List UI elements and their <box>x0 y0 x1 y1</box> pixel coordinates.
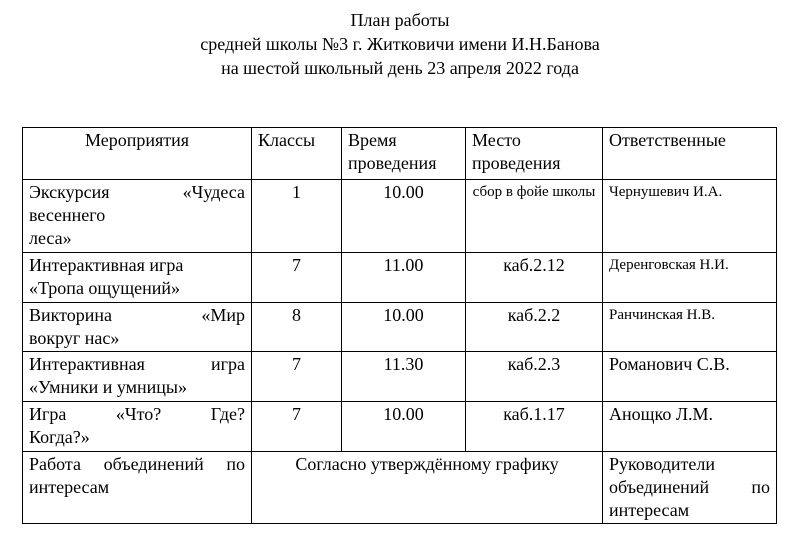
responsible-cell: Романович С.В. <box>603 352 777 402</box>
place-cell: каб.1.17 <box>466 402 603 452</box>
time-cell: 10.00 <box>342 402 466 452</box>
title-line-3: на шестой школьный день 23 апреля 2022 года <box>221 58 579 78</box>
classes-cell: 1 <box>252 180 342 253</box>
responsible-text: объединений по <box>609 477 770 497</box>
event-cell <box>23 253 252 303</box>
responsible-text: Руководители <box>609 454 715 474</box>
event-text: леса» <box>29 228 72 248</box>
classes-cell: 7 <box>252 402 342 452</box>
event-cell <box>23 452 252 524</box>
table-row <box>23 303 777 352</box>
title-line-1: План работы <box>350 10 450 30</box>
header-place: Место проведения <box>466 128 603 180</box>
header-responsible: Ответственные <box>603 128 777 180</box>
event-cell <box>23 180 252 253</box>
event-text: Интерактивная игра <box>29 354 245 374</box>
plan-table <box>22 127 777 524</box>
event-cell <box>23 402 252 452</box>
table-row <box>23 253 777 303</box>
place-cell: каб.2.3 <box>466 352 603 402</box>
responsible-cell: Деренговская Н.И. <box>603 253 777 303</box>
responsible-cell: Анощко Л.М. <box>603 402 777 452</box>
event-text: «Умники и умницы» <box>29 377 187 397</box>
event-text: «Тропа ощущений» <box>29 278 181 298</box>
responsible-text: интересам <box>609 500 690 520</box>
table-row <box>23 452 777 524</box>
header-classes: Классы <box>252 128 342 180</box>
classes-cell: 7 <box>252 352 342 402</box>
event-text: Экскурсия «Чудеса весеннего <box>29 182 245 225</box>
event-cell <box>23 303 252 352</box>
table-row <box>23 352 777 402</box>
header-row <box>23 128 777 180</box>
time-cell: 11.30 <box>342 352 466 402</box>
event-text: Интерактивная игра <box>29 255 184 275</box>
header-time: Время проведения <box>342 128 466 180</box>
document-header <box>0 8 800 80</box>
header-event: Мероприятия <box>23 128 252 180</box>
event-text: интересам <box>29 477 110 497</box>
schedule-cell: Согласно утверждённому графику <box>252 452 603 524</box>
event-text: вокруг нас» <box>29 328 120 348</box>
event-text: Когда?» <box>29 427 90 447</box>
event-cell <box>23 352 252 402</box>
place-cell: сбор в фойе школы <box>466 180 603 253</box>
table-row <box>23 402 777 452</box>
responsible-cell <box>603 452 777 524</box>
event-text: Игра «Что? Где? <box>29 404 245 424</box>
title-line-2: средней школы №3 г. Житковичи имени И.Н.Банова <box>200 34 600 54</box>
responsible-cell: Ранчинская Н.В. <box>603 303 777 352</box>
responsible-cell: Чернушевич И.А. <box>603 180 777 253</box>
time-cell: 10.00 <box>342 180 466 253</box>
table-row <box>23 180 777 253</box>
event-text: Работа объединений по <box>29 454 245 474</box>
classes-cell: 7 <box>252 253 342 303</box>
time-cell: 10.00 <box>342 303 466 352</box>
place-cell: каб.2.2 <box>466 303 603 352</box>
event-text: Викторина «Мир <box>29 305 245 325</box>
classes-cell: 8 <box>252 303 342 352</box>
place-cell: каб.2.12 <box>466 253 603 303</box>
time-cell: 11.00 <box>342 253 466 303</box>
